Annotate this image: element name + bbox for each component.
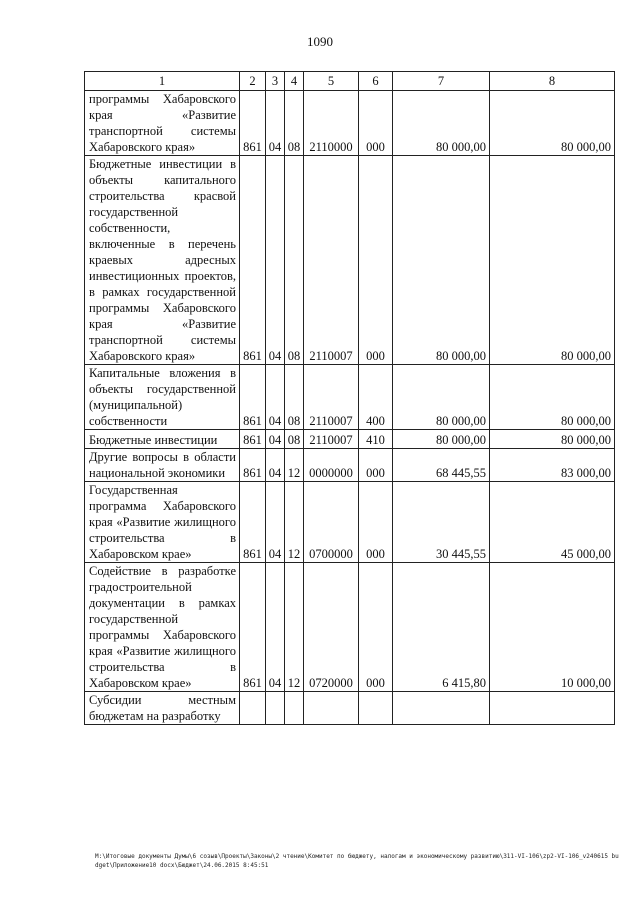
- cell-subsection: 12: [285, 563, 304, 692]
- cell-amount-2017: 45 000,00: [490, 482, 615, 563]
- table-row: [85, 365, 615, 430]
- row-description: Субсидии местным бюджетам на разработку: [85, 692, 240, 725]
- cell-amount-2016: 6 415,80: [393, 563, 490, 692]
- table-row: [85, 91, 615, 156]
- cell-amount-2016: 80 000,00: [393, 156, 490, 365]
- cell-expense-type: 410: [359, 430, 393, 449]
- cell-ministry-code: 861: [240, 482, 266, 563]
- cell-amount-2017: [490, 692, 615, 725]
- cell-section: [266, 692, 285, 725]
- column-header: 2: [240, 72, 266, 91]
- column-header: 5: [304, 72, 359, 91]
- cell-subsection: 08: [285, 91, 304, 156]
- cell-ministry-code: 861: [240, 449, 266, 482]
- cell-target-article: 0000000: [304, 449, 359, 482]
- table-row: [85, 430, 615, 449]
- cell-subsection: 12: [285, 449, 304, 482]
- cell-target-article: 0720000: [304, 563, 359, 692]
- cell-amount-2017: 80 000,00: [490, 156, 615, 365]
- cell-target-article: 2110000: [304, 91, 359, 156]
- cell-section: 04: [266, 563, 285, 692]
- cell-target-article: 0700000: [304, 482, 359, 563]
- row-description: Бюджетные инвестиции в объекты капитального строительства красвой государственной собственности, включенные в перечень краевых адресных инвестиционных проектов, в рамках государственной программы Хабаровского края «Развитие транспортной системы Хабаровского края»: [85, 156, 240, 365]
- cell-amount-2017: 83 000,00: [490, 449, 615, 482]
- cell-target-article: [304, 692, 359, 725]
- cell-ministry-code: 861: [240, 365, 266, 430]
- cell-amount-2017: 10 000,00: [490, 563, 615, 692]
- cell-amount-2017: 80 000,00: [490, 365, 615, 430]
- cell-amount-2017: 80 000,00: [490, 91, 615, 156]
- cell-subsection: 08: [285, 156, 304, 365]
- budget-table: [84, 71, 615, 725]
- column-header: 7: [393, 72, 490, 91]
- cell-amount-2016: 80 000,00: [393, 430, 490, 449]
- row-description: Бюджетные инвестиции: [85, 430, 240, 449]
- cell-expense-type: 400: [359, 365, 393, 430]
- cell-amount-2017: 80 000,00: [490, 430, 615, 449]
- cell-subsection: [285, 692, 304, 725]
- table-row: [85, 449, 615, 482]
- cell-expense-type: 000: [359, 449, 393, 482]
- cell-ministry-code: 861: [240, 156, 266, 365]
- table-header-row: [85, 72, 615, 91]
- cell-amount-2016: 30 445,55: [393, 482, 490, 563]
- cell-ministry-code: 861: [240, 563, 266, 692]
- row-description: Содействие в разработке градостроительной документации в рамках государственной программы Хабаровского края «Развитие жилищного строительства в Хабаровском крае»: [85, 563, 240, 692]
- cell-section: 04: [266, 482, 285, 563]
- cell-section: 04: [266, 430, 285, 449]
- cell-target-article: 2110007: [304, 156, 359, 365]
- cell-target-article: 2110007: [304, 365, 359, 430]
- cell-section: 04: [266, 365, 285, 430]
- row-description: Капитальные вложения в объекты государственной (муниципальной) собственности: [85, 365, 240, 430]
- cell-target-article: 2110007: [304, 430, 359, 449]
- cell-amount-2016: 80 000,00: [393, 91, 490, 156]
- column-header: 8: [490, 72, 615, 91]
- cell-amount-2016: 80 000,00: [393, 365, 490, 430]
- cell-section: 04: [266, 449, 285, 482]
- table-row: [85, 156, 615, 365]
- column-header: 1: [85, 72, 240, 91]
- table-row: [85, 563, 615, 692]
- cell-expense-type: [359, 692, 393, 725]
- cell-expense-type: 000: [359, 91, 393, 156]
- cell-subsection: 08: [285, 365, 304, 430]
- row-description: Государственная программа Хабаровского края «Развитие жилищного строительства в Хабаровском крае»: [85, 482, 240, 563]
- cell-ministry-code: [240, 692, 266, 725]
- cell-expense-type: 000: [359, 563, 393, 692]
- column-header: 4: [285, 72, 304, 91]
- row-description: Другие вопросы в области национальной экономики: [85, 449, 240, 482]
- table-row: [85, 692, 615, 725]
- cell-section: 04: [266, 91, 285, 156]
- file-path-footer: M:\Итоговые документы Думы\6 созыв\Проекты\Законы\2 чтение\Комитет по бюджету, налогам и экономическому развитию\311-VI-106\zp2-VI-106_v240615 budget\Приложение10 docx\Бюджет\24.06.2015 8:45:51: [95, 853, 619, 869]
- cell-expense-type: 000: [359, 482, 393, 563]
- row-description: программы Хабаровского края «Развитие транспортной системы Хабаровского края»: [85, 91, 240, 156]
- cell-ministry-code: 861: [240, 91, 266, 156]
- column-header: 6: [359, 72, 393, 91]
- cell-subsection: 08: [285, 430, 304, 449]
- cell-expense-type: 000: [359, 156, 393, 365]
- table-row: [85, 482, 615, 563]
- cell-subsection: 12: [285, 482, 304, 563]
- cell-ministry-code: 861: [240, 430, 266, 449]
- page-number: 1090: [307, 34, 333, 49]
- cell-section: 04: [266, 156, 285, 365]
- column-header: 3: [266, 72, 285, 91]
- cell-amount-2016: 68 445,55: [393, 449, 490, 482]
- cell-amount-2016: [393, 692, 490, 725]
